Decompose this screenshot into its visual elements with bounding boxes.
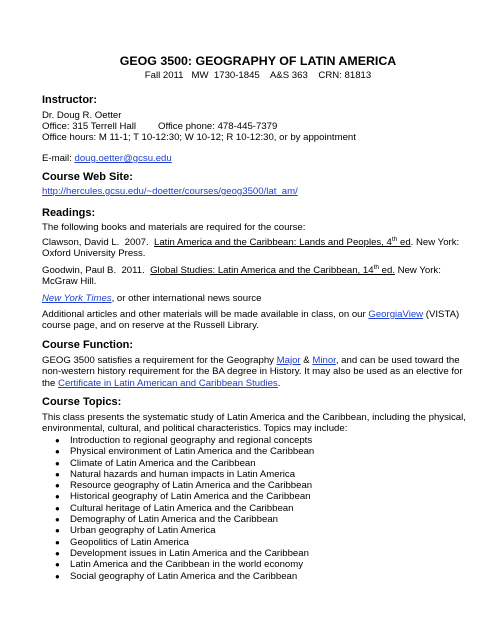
office-phone: Office phone: 478-445-7379 <box>158 121 278 132</box>
bullet-icon: ● <box>55 447 60 457</box>
topic-item <box>42 559 474 570</box>
office-info <box>42 121 474 132</box>
bullet-icon: ● <box>55 458 60 468</box>
bullet-icon: ● <box>55 515 60 525</box>
topic-item <box>42 446 474 457</box>
website-line <box>42 186 474 197</box>
email-link[interactable]: doug.oetter@gcsu.edu <box>74 153 172 164</box>
topic-text: Physical environment of Latin America and the Caribbean <box>70 446 315 458</box>
bullet-icon: ● <box>55 436 60 445</box>
additional-materials: Additional articles and other materials will be made available in class, on our GeorgiaView (VISTA) course page, and on reserve at the Russell Library. <box>42 309 460 332</box>
minor-link[interactable]: Minor <box>312 355 336 366</box>
book-1-publisher: . New York: Oxford University Press. <box>42 237 460 260</box>
topic-text: Introduction to regional geography and regional concepts <box>70 435 313 446</box>
certificate-link[interactable]: Certificate in Latin American and Caribbean Studies <box>58 377 278 389</box>
book-1-author: Clawson, David L. 2007. <box>42 237 154 248</box>
topic-item <box>42 525 474 536</box>
instructor-name: Dr. Doug R. Oetter <box>42 110 122 121</box>
email-label: E-mail: <box>42 153 75 164</box>
course-title: GEOG 3500: GEOGRAPHY OF LATIN AMERICA <box>119 54 397 68</box>
bullet-icon: ● <box>55 481 60 491</box>
instructor-heading: Instructor: <box>42 94 97 106</box>
email-line <box>42 153 474 164</box>
office-location: Office: 315 Terrell Hall <box>42 121 137 132</box>
topic-item <box>42 480 474 491</box>
office-hours: Office hours: M 11-1; T 10-12:30; W 10-12; R 10-12:30, or by appointment <box>42 132 356 143</box>
bullet-icon: ● <box>55 560 60 570</box>
topic-item <box>42 491 474 502</box>
topic-item <box>42 514 474 525</box>
readings-intro: The following books and materials are required for the course: <box>42 222 306 233</box>
topic-text: Climate of Latin America and the Caribbean <box>70 457 256 469</box>
new-york-times-link[interactable]: New York Times <box>42 293 112 304</box>
book-2-publisher: New York: McGraw Hill. <box>42 265 441 288</box>
topic-text: Urban geography of Latin America <box>70 525 216 537</box>
topic-text: Natural hazards and human impacts in Latin America <box>70 468 296 480</box>
course-schedule: Fall 2011 MW 1730-1845 A&S 363 CRN: 81813 <box>144 70 372 81</box>
function-text: GEOG 3500 satisfies a requirement for the Geography Major & Minor, and can be used toward the non-western history requirement for the BA degree in History. It may also be used as an elective for the Certificate in Latin American and Caribbean Studies. <box>42 355 463 389</box>
georgiaview-link[interactable]: GeorgiaView <box>368 309 424 320</box>
bullet-icon: ● <box>55 571 60 581</box>
topic-text: Geopolitics of Latin America <box>70 536 189 548</box>
topic-text: Development issues in Latin America and the Caribbean <box>70 547 309 559</box>
topic-text: Latin America and the Caribbean in the world economy <box>70 559 304 571</box>
topic-text: Historical geography of Latin America and the Caribbean <box>70 491 311 503</box>
bullet-icon: ● <box>55 537 60 547</box>
bullet-icon: ● <box>55 492 60 502</box>
bullet-icon: ● <box>55 548 60 558</box>
topic-text: Resource geography of Latin America and the Caribbean <box>70 480 313 492</box>
topic-item <box>42 548 474 559</box>
topics-intro: This class presents the systematic study of Latin America and the Caribbean, including the physical, environmental, cultural, and political characteristics. Topics may include: <box>42 412 466 435</box>
topics-heading: Course Topics: <box>42 396 122 408</box>
topic-item <box>42 458 474 469</box>
news-source <box>42 293 474 304</box>
function-heading: Course Function: <box>42 339 134 351</box>
news-source-text: , or other international news source <box>111 293 262 304</box>
book-2-author: Goodwin, Paul B. 2011. <box>42 265 151 276</box>
topic-text: Cultural heritage of Latin America and the Caribbean <box>70 502 294 514</box>
book-2-title: Global Studies: Latin America and the Caribbean, 14th ed. <box>150 264 395 276</box>
book-1 <box>42 237 474 260</box>
website-link[interactable]: http://hercules.gcsu.edu/~doetter/courses/geog3500/lat_am/ <box>42 186 298 197</box>
topic-text: Social geography of Latin America and the Caribbean <box>70 570 298 582</box>
bullet-icon: ● <box>55 503 60 513</box>
topic-item <box>42 503 474 514</box>
website-heading: Course Web Site: <box>42 171 133 183</box>
readings-heading: Readings: <box>42 207 96 219</box>
topic-item <box>42 435 474 446</box>
topic-text: Demography of Latin America and the Caribbean <box>70 514 278 526</box>
topic-item <box>42 571 474 582</box>
bullet-icon: ● <box>55 469 60 479</box>
bullet-icon: ● <box>55 526 60 536</box>
topic-item <box>42 469 474 480</box>
book-1-title: Latin America and the Caribbean: Lands and Peoples, 4th ed <box>154 236 411 248</box>
major-link[interactable]: Major <box>276 355 301 366</box>
topics-list <box>42 435 474 582</box>
book-2 <box>42 265 474 288</box>
topic-item <box>42 537 474 548</box>
